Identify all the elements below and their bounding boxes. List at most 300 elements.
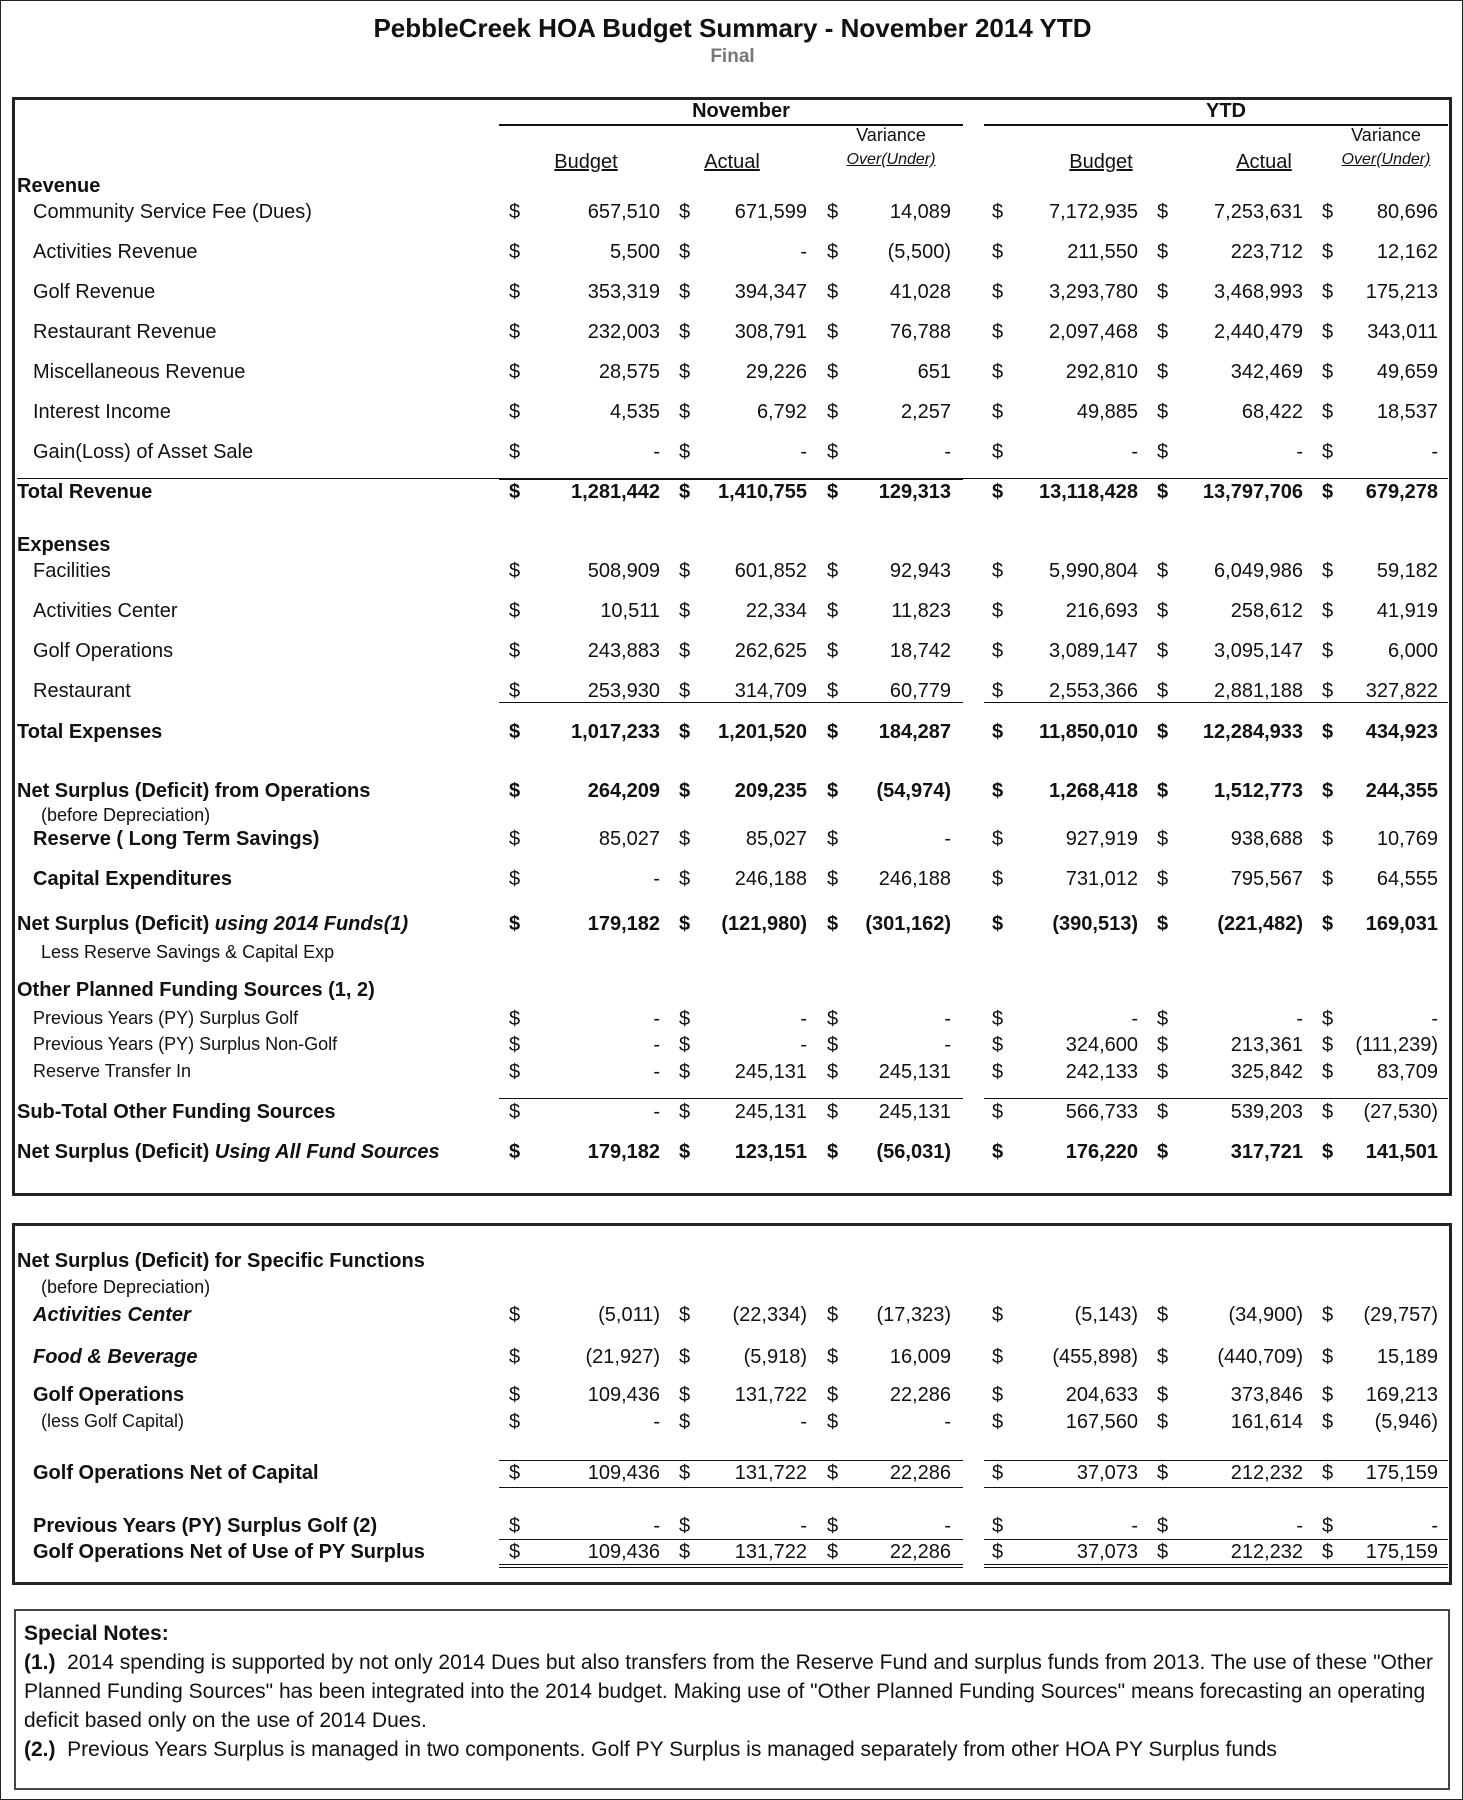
value-facilities-col4: 5,990,804 [1049, 560, 1138, 582]
value-activities-revenue-col1: 5,500 [609, 241, 660, 263]
dollar-sign: $ [992, 828, 1004, 850]
dollar-sign: $ [992, 441, 1004, 463]
value-activities-revenue-col6: 12,162 [1376, 241, 1438, 263]
dollar-sign: $ [1322, 600, 1334, 622]
value-net-surplus-operations-col3: (54,974) [876, 780, 951, 802]
note-2 [24, 1735, 1444, 1764]
dollar-sign: $ [1322, 241, 1334, 263]
value-net-surplus-all-sources-col6: 141,501 [1365, 1141, 1438, 1163]
dollar-sign: $ [1322, 868, 1334, 890]
dollar-sign: $ [827, 828, 839, 850]
value-golf-operations-col5: 3,095,147 [1214, 640, 1303, 662]
dollar-sign: $ [679, 780, 691, 802]
value-fn-food-beverage-col3: 16,009 [889, 1346, 951, 1368]
dollar-sign: $ [1157, 1515, 1169, 1537]
col-header-variance-line2: Over(Under) [846, 151, 936, 168]
dollar-sign: $ [679, 1141, 691, 1163]
value-fn-golf-operations-col6: 169,213 [1365, 1384, 1438, 1406]
dollar-sign: $ [1157, 401, 1169, 423]
value-asset-sale-col5: - [1296, 441, 1303, 463]
value-fn-golf-net-capital-col2: 131,722 [734, 1462, 807, 1484]
rule-above-total-expenses-ytd [984, 702, 1448, 703]
value-golf-revenue-col3: 41,028 [889, 281, 951, 303]
value-fn-py-surplus-golf-col6: - [1431, 1515, 1438, 1537]
value-activities-center-col3: 11,823 [891, 600, 951, 622]
value-reserve-col5: 938,688 [1230, 828, 1303, 850]
row-label-misc-revenue: Miscellaneous Revenue [33, 361, 246, 383]
dollar-sign: $ [509, 1141, 521, 1163]
value-fn-py-surplus-golf-col5: - [1296, 1515, 1303, 1537]
value-net-surplus-all-sources-col2: 123,151 [734, 1141, 807, 1163]
row-label-fn-heading: Net Surplus (Deficit) for Specific Functions [17, 1250, 425, 1272]
group-header-ytd: YTD [1206, 100, 1246, 122]
value-restaurant-col4: 2,553,366 [1049, 680, 1138, 702]
value-golf-operations-col1: 243,883 [587, 640, 660, 662]
dollar-sign: $ [509, 1346, 521, 1368]
value-golf-revenue-col5: 3,468,993 [1214, 281, 1303, 303]
dollar-sign: $ [992, 680, 1004, 702]
value-community-service-fee-col2: 671,599 [734, 201, 807, 223]
dollar-sign: $ [1322, 721, 1334, 743]
value-fn-py-surplus-golf-col1: - [653, 1515, 660, 1537]
value-total-revenue-col6: 679,278 [1365, 481, 1438, 503]
value-interest-income-col4: 49,885 [1076, 401, 1138, 423]
value-facilities-col3: 92,943 [889, 560, 951, 582]
value-activities-revenue-col3: (5,500) [887, 241, 951, 263]
dollar-sign: $ [509, 600, 521, 622]
row-label-total-expenses: Total Expenses [17, 721, 163, 743]
value-subtotal-other-funding-col1: - [653, 1101, 660, 1123]
dollar-sign: $ [1322, 441, 1334, 463]
row-label-less-reserve-savings: Less Reserve Savings & Capital Exp [41, 942, 335, 962]
value-facilities-col5: 6,049,986 [1214, 560, 1303, 582]
rule-above-golf-net-capital-nov [499, 1460, 963, 1461]
dollar-sign: $ [1157, 1384, 1169, 1406]
dollar-sign: $ [1157, 913, 1169, 935]
row-label-capital-expenditures: Capital Expenditures [33, 868, 232, 890]
dollar-sign: $ [992, 640, 1004, 662]
dollar-sign: $ [679, 1346, 691, 1368]
row-label-revenue: Revenue [17, 175, 101, 197]
value-total-expenses-col4: 11,850,010 [1039, 721, 1138, 743]
value-fn-golf-net-py-surplus-col1: 109,436 [587, 1541, 660, 1563]
dollar-sign: $ [1322, 913, 1334, 935]
dollar-sign: $ [827, 321, 839, 343]
value-reserve-col1: 85,027 [598, 828, 660, 850]
value-fn-less-golf-capital-col3: - [944, 1411, 951, 1433]
dollar-sign: $ [509, 201, 521, 223]
row-label-interest-income: Interest Income [33, 401, 171, 423]
value-net-surplus-2014-funds-col3: (301,162) [865, 913, 951, 935]
row-label-before-depreciation: (before Depreciation) [41, 805, 211, 825]
dollar-sign: $ [1157, 1462, 1169, 1484]
value-py-surplus-non-golf-col4: 324,600 [1065, 1034, 1138, 1056]
value-fn-golf-net-py-surplus-col4: 37,073 [1076, 1541, 1138, 1563]
dollar-sign: $ [509, 680, 521, 702]
dollar-sign: $ [827, 481, 839, 503]
dollar-sign: $ [992, 1411, 1004, 1433]
dollar-sign: $ [679, 640, 691, 662]
value-interest-income-col5: 68,422 [1241, 401, 1303, 423]
row-label-restaurant: Restaurant [33, 680, 131, 702]
dollar-sign: $ [827, 401, 839, 423]
dollar-sign: $ [827, 241, 839, 263]
value-fn-food-beverage-col5: (440,709) [1217, 1346, 1303, 1368]
value-misc-revenue-col5: 342,469 [1230, 361, 1303, 383]
value-community-service-fee-col6: 80,696 [1376, 201, 1438, 223]
dollar-sign: $ [679, 1008, 691, 1030]
value-restaurant-col3: 60,779 [889, 680, 951, 702]
dollar-sign: $ [1322, 560, 1334, 582]
value-py-surplus-golf-col3: - [944, 1008, 951, 1030]
value-total-expenses-col1: 1,017,233 [571, 721, 660, 743]
value-fn-food-beverage-col6: 15,189 [1376, 1346, 1438, 1368]
dollar-sign: $ [1322, 780, 1334, 802]
col-header-ytd-budget: Budget [1069, 151, 1133, 173]
row-label-reserve: Reserve ( Long Term Savings) [33, 828, 320, 850]
dollar-sign: $ [827, 1008, 839, 1030]
dollar-sign: $ [1322, 1346, 1334, 1368]
value-capital-expenditures-col2: 246,188 [734, 868, 807, 890]
dollar-sign: $ [509, 1304, 521, 1326]
dollar-sign: $ [1157, 1141, 1169, 1163]
page-title: PebbleCreek HOA Budget Summary - November 2014 YTD [373, 13, 1092, 43]
value-fn-activities-center-col2: (22,334) [732, 1304, 807, 1326]
dollar-sign: $ [1157, 1304, 1169, 1326]
row-label-fn-py-surplus-golf: Previous Years (PY) Surplus Golf (2) [33, 1515, 378, 1537]
value-py-surplus-non-golf-col3: - [944, 1034, 951, 1056]
dollar-sign: $ [1322, 1101, 1334, 1123]
dollar-sign: $ [509, 1101, 521, 1123]
dollar-sign: $ [827, 913, 839, 935]
value-restaurant-revenue-col3: 76,788 [889, 321, 951, 343]
dollar-sign: $ [827, 1515, 839, 1537]
dollar-sign: $ [827, 1034, 839, 1056]
special-notes-box [14, 1609, 1450, 1790]
dollar-sign: $ [509, 441, 521, 463]
row-label-net-surplus-2014-funds: Net Surplus (Deficit) using 2014 Funds(1) [17, 913, 409, 935]
dollar-sign: $ [1322, 1515, 1334, 1537]
value-total-expenses-col2: 1,201,520 [718, 721, 807, 743]
dollar-sign: $ [509, 868, 521, 890]
value-asset-sale-col2: - [800, 441, 807, 463]
dollar-sign: $ [992, 1462, 1004, 1484]
dollar-sign: $ [1157, 481, 1169, 503]
value-fn-py-surplus-golf-col3: - [944, 1515, 951, 1537]
value-total-revenue-col3: 129,313 [878, 481, 951, 503]
value-activities-center-col6: 41,919 [1376, 600, 1438, 622]
dollar-sign: $ [827, 1411, 839, 1433]
value-misc-revenue-col1: 28,575 [598, 361, 660, 383]
dollar-sign: $ [679, 281, 691, 303]
value-net-surplus-operations-col4: 1,268,418 [1049, 780, 1138, 802]
value-total-revenue-col2: 1,410,755 [718, 481, 807, 503]
dollar-sign: $ [1157, 321, 1169, 343]
value-fn-golf-operations-col3: 22,286 [889, 1384, 951, 1406]
dollar-sign: $ [827, 361, 839, 383]
dollar-sign: $ [1157, 721, 1169, 743]
dollar-sign: $ [992, 1034, 1004, 1056]
row-label-restaurant-revenue: Restaurant Revenue [33, 321, 217, 343]
row-label-other-funding-sources: Other Planned Funding Sources (1, 2) [17, 979, 375, 1001]
value-py-surplus-golf-col4: - [1131, 1008, 1138, 1030]
dollar-sign: $ [992, 1101, 1004, 1123]
value-fn-golf-net-capital-col5: 212,232 [1230, 1462, 1303, 1484]
value-net-surplus-2014-funds-col1: 179,182 [587, 913, 660, 935]
value-total-revenue-col5: 13,797,706 [1202, 481, 1303, 503]
row-label-community-service-fee: Community Service Fee (Dues) [33, 201, 312, 223]
dollar-sign: $ [992, 281, 1004, 303]
value-net-surplus-operations-col5: 1,512,773 [1214, 780, 1303, 802]
dollar-sign: $ [1157, 1101, 1169, 1123]
value-net-surplus-operations-col1: 264,209 [587, 780, 660, 802]
rule-above-golf-net-capital-ytd [984, 1460, 1448, 1461]
dollar-sign: $ [992, 201, 1004, 223]
dollar-sign: $ [992, 401, 1004, 423]
dollar-sign: $ [1157, 201, 1169, 223]
note-1-tag: (1.) [24, 1651, 56, 1674]
rule-double-bottom-ytd [984, 1564, 1448, 1568]
value-fn-food-beverage-col1: (21,927) [585, 1346, 660, 1368]
row-label-facilities: Facilities [33, 560, 111, 582]
dollar-sign: $ [1322, 828, 1334, 850]
dollar-sign: $ [679, 721, 691, 743]
dollar-sign: $ [1157, 828, 1169, 850]
dollar-sign: $ [1157, 780, 1169, 802]
value-fn-golf-operations-col5: 373,846 [1230, 1384, 1303, 1406]
dollar-sign: $ [679, 560, 691, 582]
value-net-surplus-2014-funds-col4: (390,513) [1052, 913, 1138, 935]
dollar-sign: $ [1157, 560, 1169, 582]
dollar-sign: $ [679, 1384, 691, 1406]
dollar-sign: $ [679, 1411, 691, 1433]
value-fn-golf-net-capital-col1: 109,436 [587, 1462, 660, 1484]
value-fn-food-beverage-col4: (455,898) [1052, 1346, 1138, 1368]
value-capital-expenditures-col5: 795,567 [1230, 868, 1303, 890]
dollar-sign: $ [509, 1411, 521, 1433]
dollar-sign: $ [1322, 321, 1334, 343]
rule-total-revenue-left [499, 479, 963, 480]
dollar-sign: $ [827, 1384, 839, 1406]
rule-above-golf-net-py-ytd [984, 1539, 1448, 1540]
dollar-sign: $ [827, 1304, 839, 1326]
dollar-sign: $ [679, 1541, 691, 1563]
value-restaurant-revenue-col1: 232,003 [587, 321, 660, 343]
dollar-sign: $ [992, 1384, 1004, 1406]
dollar-sign: $ [827, 1462, 839, 1484]
value-capital-expenditures-col3: 246,188 [878, 868, 951, 890]
dollar-sign: $ [509, 640, 521, 662]
value-fn-golf-net-capital-col6: 175,159 [1365, 1462, 1438, 1484]
value-activities-revenue-col4: 211,550 [1067, 241, 1138, 263]
value-fn-less-golf-capital-col2: - [800, 1411, 807, 1433]
dollar-sign: $ [1322, 481, 1334, 503]
dollar-sign: $ [509, 281, 521, 303]
row-label-golf-operations: Golf Operations [33, 640, 174, 662]
value-subtotal-other-funding-col4: 566,733 [1065, 1101, 1138, 1123]
dollar-sign: $ [827, 281, 839, 303]
value-reserve-col6: 10,769 [1376, 828, 1438, 850]
rule-above-total-expenses [499, 702, 963, 703]
value-fn-golf-net-capital-col4: 37,073 [1076, 1462, 1138, 1484]
dollar-sign: $ [992, 1141, 1004, 1163]
dollar-sign: $ [1322, 1411, 1334, 1433]
value-capital-expenditures-col6: 64,555 [1376, 868, 1438, 890]
rule-above-subtotal-other [499, 1098, 963, 1099]
value-net-surplus-2014-funds-col2: (121,980) [721, 913, 807, 935]
dollar-sign: $ [1157, 680, 1169, 702]
dollar-sign: $ [992, 241, 1004, 263]
dollar-sign: $ [509, 560, 521, 582]
dollar-sign: $ [679, 1515, 691, 1537]
value-fn-activities-center-col5: (34,900) [1228, 1304, 1303, 1326]
value-fn-less-golf-capital-col6: (5,946) [1374, 1411, 1438, 1433]
value-net-surplus-2014-funds-col5: (221,482) [1217, 913, 1303, 935]
value-activities-revenue-col2: - [800, 241, 807, 263]
dollar-sign: $ [679, 913, 691, 935]
dollar-sign: $ [1322, 1141, 1334, 1163]
row-label-italic-net-surplus-2014-funds: using 2014 Funds(1) [209, 913, 409, 935]
dollar-sign: $ [1322, 640, 1334, 662]
dollar-sign: $ [1157, 281, 1169, 303]
value-py-surplus-golf-col2: - [800, 1008, 807, 1030]
row-label-fn-less-golf-capital: (less Golf Capital) [41, 1411, 185, 1431]
value-net-surplus-operations-col2: 209,235 [734, 780, 807, 802]
value-py-surplus-non-golf-col1: - [653, 1034, 660, 1056]
value-community-service-fee-col3: 14,089 [889, 201, 951, 223]
value-reserve-col3: - [944, 828, 951, 850]
col-header-budget: Budget [554, 151, 618, 173]
dollar-sign: $ [992, 913, 1004, 935]
row-label-italic-net-surplus-all-sources: Using All Fund Sources [209, 1141, 440, 1163]
rule-below-golf-net-capital-ytd [984, 1487, 1448, 1488]
value-activities-center-col5: 258,612 [1230, 600, 1303, 622]
value-restaurant-col1: 253,930 [587, 680, 660, 702]
row-label-fn-activities-center: Activities Center [33, 1304, 191, 1326]
value-reserve-col2: 85,027 [745, 828, 807, 850]
value-fn-less-golf-capital-col4: 167,560 [1065, 1411, 1138, 1433]
value-activities-center-col2: 22,334 [745, 600, 807, 622]
dollar-sign: $ [679, 321, 691, 343]
value-restaurant-col2: 314,709 [734, 680, 807, 702]
dollar-sign: $ [1322, 361, 1334, 383]
value-fn-golf-net-py-surplus-col5: 212,232 [1230, 1541, 1303, 1563]
value-restaurant-col6: 327,822 [1365, 680, 1438, 702]
value-reserve-transfer-in-col4: 242,133 [1065, 1061, 1138, 1083]
value-py-surplus-non-golf-col2: - [800, 1034, 807, 1056]
dollar-sign: $ [992, 1515, 1004, 1537]
row-label-subtotal-other-funding: Sub-Total Other Funding Sources [17, 1101, 336, 1123]
dollar-sign: $ [1322, 1304, 1334, 1326]
row-label-activities-revenue: Activities Revenue [33, 241, 198, 263]
row-label-py-surplus-non-golf: Previous Years (PY) Surplus Non-Golf [33, 1034, 338, 1054]
note-1-text: 2014 spending is supported by not only 2014 Dues but also transfers from the Reserve Fund and surplus funds from 2013. The use of these "Other Planned Funding Sources" has been integrated into the 2014 budget. Making use of "Other Planned Funding Sources" means forecasting an operating deficit based only on the use of 2014 Dues. [24, 1651, 1434, 1732]
dollar-sign: $ [509, 780, 521, 802]
value-py-surplus-non-golf-col5: 213,361 [1230, 1034, 1303, 1056]
row-label-fn-golf-net-py-surplus: Golf Operations Net of Use of PY Surplus [33, 1541, 425, 1563]
value-facilities-col2: 601,852 [734, 560, 807, 582]
dollar-sign: $ [679, 1061, 691, 1083]
value-golf-operations-col4: 3,089,147 [1049, 640, 1138, 662]
dollar-sign: $ [827, 1141, 839, 1163]
value-net-surplus-all-sources-col4: 176,220 [1065, 1141, 1138, 1163]
value-fn-activities-center-col1: (5,011) [598, 1304, 660, 1326]
value-net-surplus-2014-funds-col6: 169,031 [1365, 913, 1438, 935]
value-total-revenue-col1: 1,281,442 [571, 481, 660, 503]
dollar-sign: $ [509, 721, 521, 743]
value-net-surplus-all-sources-col1: 179,182 [587, 1141, 660, 1163]
dollar-sign: $ [509, 401, 521, 423]
value-golf-revenue-col2: 394,347 [734, 281, 807, 303]
dollar-sign: $ [827, 560, 839, 582]
dollar-sign: $ [1157, 241, 1169, 263]
value-fn-golf-operations-col4: 204,633 [1065, 1384, 1138, 1406]
dollar-sign: $ [992, 780, 1004, 802]
value-total-expenses-col5: 12,284,933 [1202, 721, 1303, 743]
value-asset-sale-col6: - [1431, 441, 1438, 463]
value-reserve-transfer-in-col5: 325,842 [1230, 1061, 1303, 1083]
dollar-sign: $ [827, 201, 839, 223]
dollar-sign: $ [509, 1515, 521, 1537]
value-golf-revenue-col4: 3,293,780 [1049, 281, 1138, 303]
value-reserve-col4: 927,919 [1065, 828, 1138, 850]
value-fn-golf-net-py-surplus-col3: 22,286 [889, 1541, 951, 1563]
dollar-sign: $ [1322, 1008, 1334, 1030]
dollar-sign: $ [827, 1101, 839, 1123]
value-fn-activities-center-col6: (29,757) [1363, 1304, 1438, 1326]
dollar-sign: $ [509, 1034, 521, 1056]
dollar-sign: $ [992, 481, 1004, 503]
value-interest-income-col1: 4,535 [609, 401, 660, 423]
value-misc-revenue-col2: 29,226 [745, 361, 807, 383]
value-asset-sale-col4: - [1131, 441, 1138, 463]
dollar-sign: $ [1322, 1384, 1334, 1406]
value-restaurant-revenue-col2: 308,791 [734, 321, 807, 343]
value-fn-less-golf-capital-col5: 161,614 [1230, 1411, 1303, 1433]
value-fn-golf-operations-col2: 131,722 [734, 1384, 807, 1406]
rule-above-subtotal-other-ytd [984, 1098, 1448, 1099]
col-header-ytd-variance-line1: Variance [1351, 125, 1421, 145]
special-notes [24, 1619, 1444, 1764]
value-fn-py-surplus-golf-col4: - [1131, 1515, 1138, 1537]
value-py-surplus-golf-col5: - [1296, 1008, 1303, 1030]
value-fn-activities-center-col3: (17,323) [876, 1304, 951, 1326]
value-interest-income-col6: 18,537 [1376, 401, 1438, 423]
value-golf-operations-col3: 18,742 [889, 640, 951, 662]
row-label-fn-before-depreciation: (before Depreciation) [41, 1277, 211, 1297]
dollar-sign: $ [509, 828, 521, 850]
dollar-sign: $ [827, 1346, 839, 1368]
dollar-sign: $ [679, 600, 691, 622]
value-golf-revenue-col6: 175,213 [1365, 281, 1438, 303]
dollar-sign: $ [1322, 1541, 1334, 1563]
dollar-sign: $ [992, 600, 1004, 622]
dollar-sign: $ [1157, 1411, 1169, 1433]
dollar-sign: $ [1322, 1061, 1334, 1083]
value-fn-golf-operations-col1: 109,436 [587, 1384, 660, 1406]
dollar-sign: $ [827, 600, 839, 622]
dollar-sign: $ [679, 201, 691, 223]
dollar-sign: $ [1157, 1346, 1169, 1368]
dollar-sign: $ [1322, 680, 1334, 702]
dollar-sign: $ [679, 241, 691, 263]
dollar-sign: $ [827, 1061, 839, 1083]
note-2-tag: (2.) [24, 1738, 56, 1761]
col-header-actual: Actual [704, 151, 760, 173]
value-restaurant-revenue-col6: 343,011 [1367, 321, 1438, 343]
value-interest-income-col3: 2,257 [900, 401, 951, 423]
dollar-sign: $ [1322, 201, 1334, 223]
